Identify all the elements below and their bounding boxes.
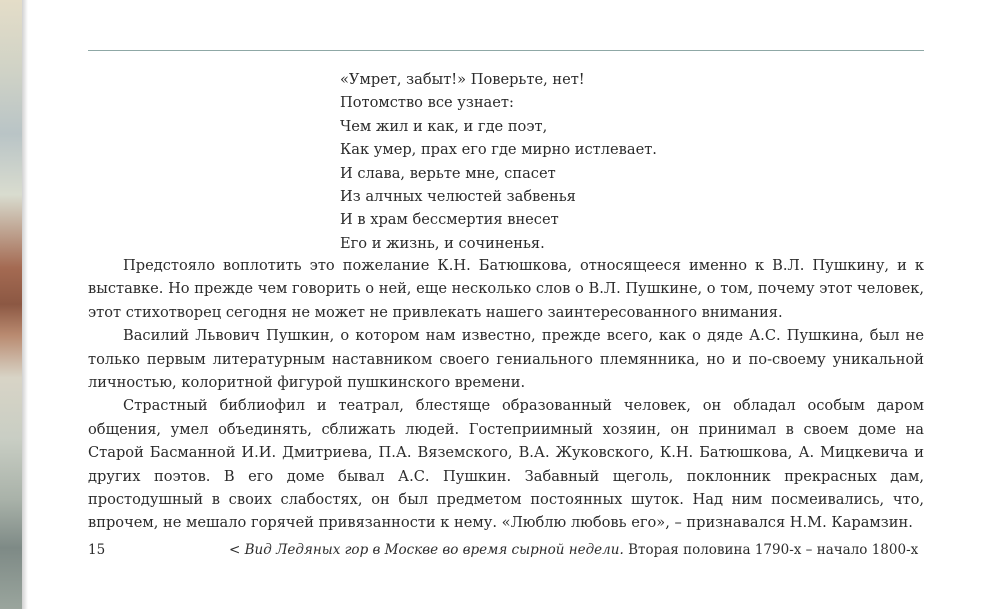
page-gutter-shadow [22,0,28,609]
caption-date: Вторая половина 1790-х – начало 1800-х [628,542,919,558]
illustration-caption [229,541,918,559]
caption-arrow-icon: < [229,542,241,558]
verse-line: И в храм бессмертия внесет [340,211,559,229]
poem-verse [340,68,657,255]
adjacent-page-painting [0,0,22,609]
verse-line: Как умер, прах его где мирно истлевает. [340,141,657,159]
verse-line: Из алчных челюстей забвенья [340,188,576,206]
verse-line: Потомство все узнает: [340,94,514,112]
caption-title: Вид Ледяных гор в Москве во время сырной недели. [244,542,624,558]
paragraph: Василий Львович Пушкин, о котором нам известно, прежде всего, как о дяде А.С. Пушкина, был не только первым литературным наставником своего гениального племянника, но и по-своему уникальной личностью, колоритной фигурой пушкинского времени. [88,327,924,392]
header-rule [88,50,924,51]
verse-line: «Умрет, забыт!» Поверьте, нет! [340,71,585,88]
verse-line: Его и жизнь, и сочиненья. [340,234,545,252]
verse-line: Чем жил и как, и где поэт, [340,117,548,135]
body-text [88,254,924,535]
verse-line: И слава, верьте мне, спасет [340,164,556,182]
page-number: 15 [88,542,106,558]
paragraph: Предстояло воплотить это пожелание К.Н. Батюшкова, относящееся именно к В.Л. Пушкину, и к выставке. Но прежде чем говорить о ней, еще несколько слов о В.Л. Пушкине, о том, почему этот человек, этот стихотворец сегодня не может не привлекать нашего заинтересованного внимания. [88,257,924,321]
paragraph: Страстный библиофил и театрал, блестяще образованный человек, он обладал особым даром общения, умел объединять, сближать людей. Гостеприимный хозяин, он принимал в своем доме на Старой Басманной И.И. Дмитриева, П.А. Вяземского, В.А. Жуковского, К.Н. Батюшкова, А. Мицкевича и других поэтов. В его доме бывал А.С. Пушкин. Забавный щеголь, поклонник прекрасных дам, простодушный в своих слабостях, он был предметом постоянных шуток. Над ним посмеивались, что, впрочем, не мешало горячей привязанности к нему. «Люблю любовь его», – признавался Н.М. Карамзин. [88,397,924,532]
